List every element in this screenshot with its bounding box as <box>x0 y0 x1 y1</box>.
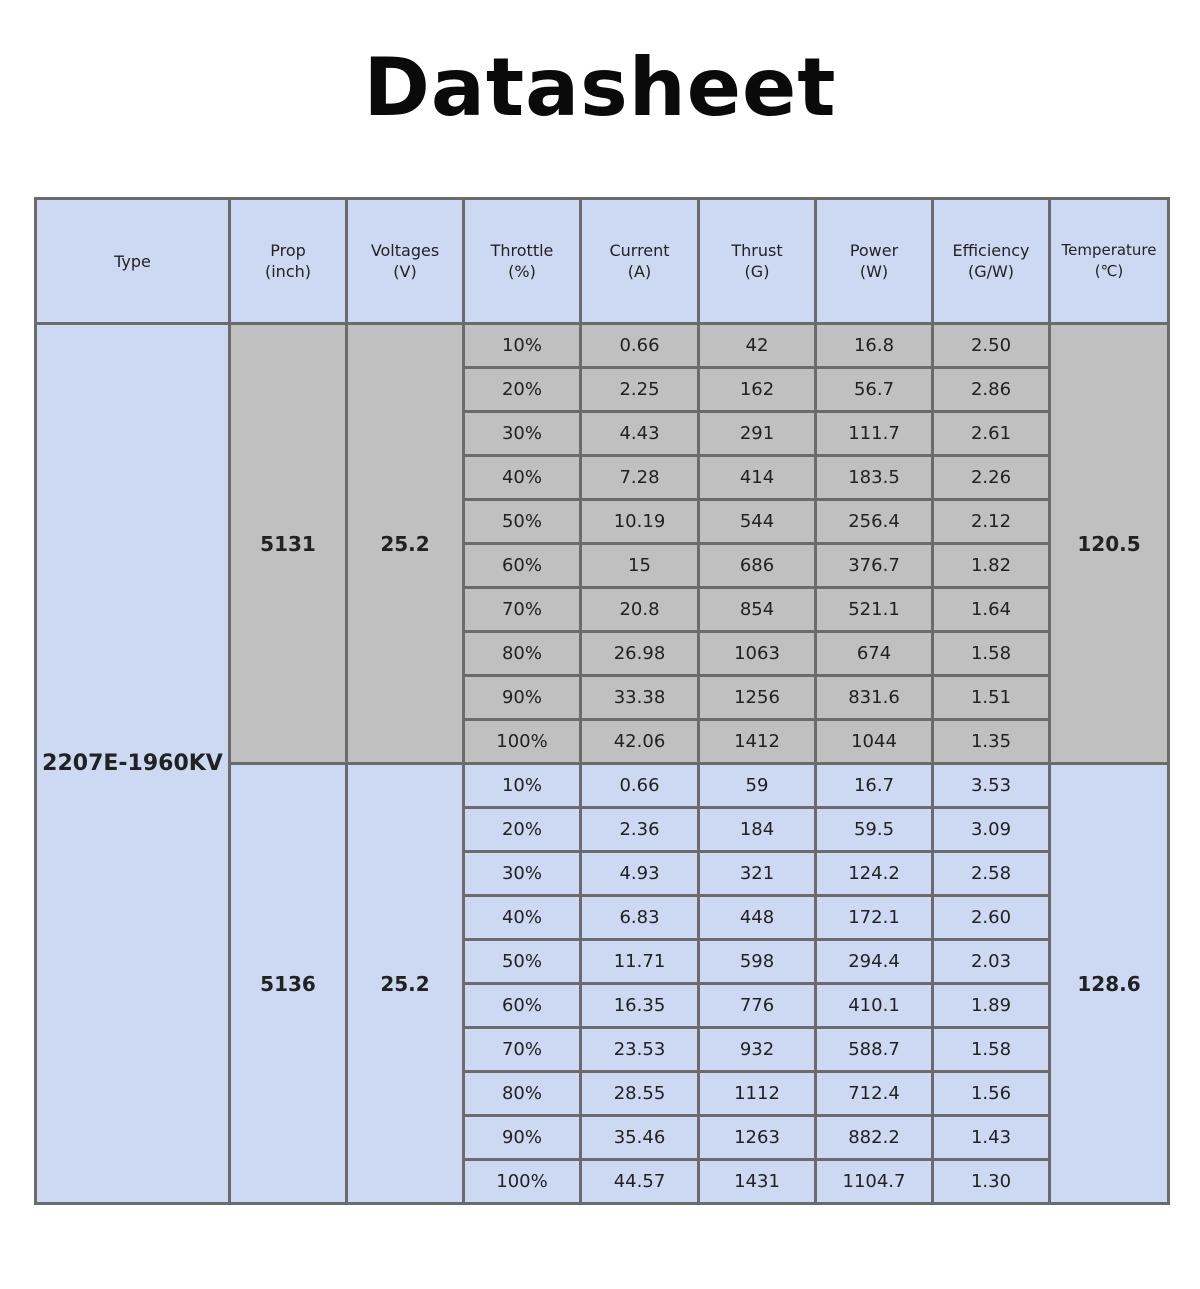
prop-cell: 5136 <box>230 764 347 1204</box>
motor-type-cell: 2207E-1960KV <box>36 324 230 1204</box>
current-cell: 44.57 <box>581 1160 699 1204</box>
header-prop: Prop (inch) <box>230 199 347 324</box>
power-cell: 56.7 <box>816 368 933 412</box>
throttle-cell: 80% <box>464 1072 581 1116</box>
current-cell: 0.66 <box>581 324 699 368</box>
power-cell: 674 <box>816 632 933 676</box>
header-thrust: Thrust (G) <box>699 199 816 324</box>
throttle-cell: 40% <box>464 456 581 500</box>
current-cell: 23.53 <box>581 1028 699 1072</box>
header-throttle: Throttle (%) <box>464 199 581 324</box>
power-cell: 256.4 <box>816 500 933 544</box>
efficiency-cell: 2.58 <box>933 852 1050 896</box>
power-cell: 1104.7 <box>816 1160 933 1204</box>
efficiency-cell: 2.61 <box>933 412 1050 456</box>
efficiency-cell: 1.56 <box>933 1072 1050 1116</box>
current-cell: 11.71 <box>581 940 699 984</box>
power-cell: 376.7 <box>816 544 933 588</box>
header-temperature: Temperature (℃) <box>1050 199 1169 324</box>
thrust-cell: 291 <box>699 412 816 456</box>
thrust-cell: 42 <box>699 324 816 368</box>
current-cell: 42.06 <box>581 720 699 764</box>
voltage-cell: 25.2 <box>347 764 464 1204</box>
current-cell: 28.55 <box>581 1072 699 1116</box>
power-cell: 588.7 <box>816 1028 933 1072</box>
thrust-cell: 162 <box>699 368 816 412</box>
current-cell: 2.25 <box>581 368 699 412</box>
throttle-cell: 40% <box>464 896 581 940</box>
efficiency-cell: 3.09 <box>933 808 1050 852</box>
thrust-cell: 854 <box>699 588 816 632</box>
throttle-cell: 20% <box>464 368 581 412</box>
thrust-cell: 1256 <box>699 676 816 720</box>
thrust-cell: 598 <box>699 940 816 984</box>
voltage-cell: 25.2 <box>347 324 464 764</box>
throttle-cell: 30% <box>464 412 581 456</box>
current-cell: 4.93 <box>581 852 699 896</box>
throttle-cell: 60% <box>464 984 581 1028</box>
efficiency-cell: 2.50 <box>933 324 1050 368</box>
efficiency-cell: 1.43 <box>933 1116 1050 1160</box>
current-cell: 4.43 <box>581 412 699 456</box>
power-cell: 831.6 <box>816 676 933 720</box>
table-body <box>36 324 1169 1204</box>
thrust-cell: 544 <box>699 500 816 544</box>
efficiency-cell: 2.26 <box>933 456 1050 500</box>
throttle-cell: 70% <box>464 1028 581 1072</box>
efficiency-cell: 3.53 <box>933 764 1050 808</box>
header-voltage: Voltages (V) <box>347 199 464 324</box>
efficiency-cell: 1.89 <box>933 984 1050 1028</box>
current-cell: 7.28 <box>581 456 699 500</box>
thrust-cell: 932 <box>699 1028 816 1072</box>
throttle-cell: 60% <box>464 544 581 588</box>
current-cell: 15 <box>581 544 699 588</box>
power-cell: 882.2 <box>816 1116 933 1160</box>
thrust-cell: 448 <box>699 896 816 940</box>
efficiency-cell: 1.82 <box>933 544 1050 588</box>
power-cell: 16.8 <box>816 324 933 368</box>
efficiency-cell: 2.86 <box>933 368 1050 412</box>
power-cell: 172.1 <box>816 896 933 940</box>
power-cell: 16.7 <box>816 764 933 808</box>
datasheet-table <box>34 197 1170 1205</box>
thrust-cell: 321 <box>699 852 816 896</box>
power-cell: 111.7 <box>816 412 933 456</box>
thrust-cell: 1063 <box>699 632 816 676</box>
header-power: Power (W) <box>816 199 933 324</box>
prop-cell: 5131 <box>230 324 347 764</box>
power-cell: 124.2 <box>816 852 933 896</box>
power-cell: 59.5 <box>816 808 933 852</box>
throttle-cell: 30% <box>464 852 581 896</box>
throttle-cell: 10% <box>464 324 581 368</box>
current-cell: 0.66 <box>581 764 699 808</box>
efficiency-cell: 1.58 <box>933 1028 1050 1072</box>
efficiency-cell: 1.51 <box>933 676 1050 720</box>
temperature-cell: 128.6 <box>1050 764 1169 1204</box>
throttle-cell: 10% <box>464 764 581 808</box>
current-cell: 33.38 <box>581 676 699 720</box>
power-cell: 712.4 <box>816 1072 933 1116</box>
thrust-cell: 414 <box>699 456 816 500</box>
throttle-cell: 90% <box>464 676 581 720</box>
throttle-cell: 50% <box>464 940 581 984</box>
current-cell: 6.83 <box>581 896 699 940</box>
throttle-cell: 80% <box>464 632 581 676</box>
efficiency-cell: 1.64 <box>933 588 1050 632</box>
current-cell: 16.35 <box>581 984 699 1028</box>
header-row <box>36 199 1169 324</box>
current-cell: 26.98 <box>581 632 699 676</box>
thrust-cell: 776 <box>699 984 816 1028</box>
current-cell: 20.8 <box>581 588 699 632</box>
efficiency-cell: 1.58 <box>933 632 1050 676</box>
header-type: Type <box>36 199 230 324</box>
thrust-cell: 59 <box>699 764 816 808</box>
current-cell: 35.46 <box>581 1116 699 1160</box>
temperature-cell: 120.5 <box>1050 324 1169 764</box>
throttle-cell: 100% <box>464 720 581 764</box>
header-current: Current (A) <box>581 199 699 324</box>
thrust-cell: 1431 <box>699 1160 816 1204</box>
current-cell: 2.36 <box>581 808 699 852</box>
power-cell: 294.4 <box>816 940 933 984</box>
power-cell: 1044 <box>816 720 933 764</box>
efficiency-cell: 2.03 <box>933 940 1050 984</box>
page-title: Datasheet <box>363 41 837 134</box>
throttle-cell: 90% <box>464 1116 581 1160</box>
thrust-cell: 1263 <box>699 1116 816 1160</box>
table-row <box>36 324 1169 368</box>
efficiency-cell: 1.35 <box>933 720 1050 764</box>
thrust-cell: 1112 <box>699 1072 816 1116</box>
thrust-cell: 184 <box>699 808 816 852</box>
throttle-cell: 20% <box>464 808 581 852</box>
power-cell: 183.5 <box>816 456 933 500</box>
throttle-cell: 50% <box>464 500 581 544</box>
efficiency-cell: 1.30 <box>933 1160 1050 1204</box>
header-efficiency: Efficiency (G/W) <box>933 199 1050 324</box>
power-cell: 410.1 <box>816 984 933 1028</box>
throttle-cell: 100% <box>464 1160 581 1204</box>
current-cell: 10.19 <box>581 500 699 544</box>
thrust-cell: 1412 <box>699 720 816 764</box>
thrust-cell: 686 <box>699 544 816 588</box>
throttle-cell: 70% <box>464 588 581 632</box>
efficiency-cell: 2.12 <box>933 500 1050 544</box>
power-cell: 521.1 <box>816 588 933 632</box>
efficiency-cell: 2.60 <box>933 896 1050 940</box>
